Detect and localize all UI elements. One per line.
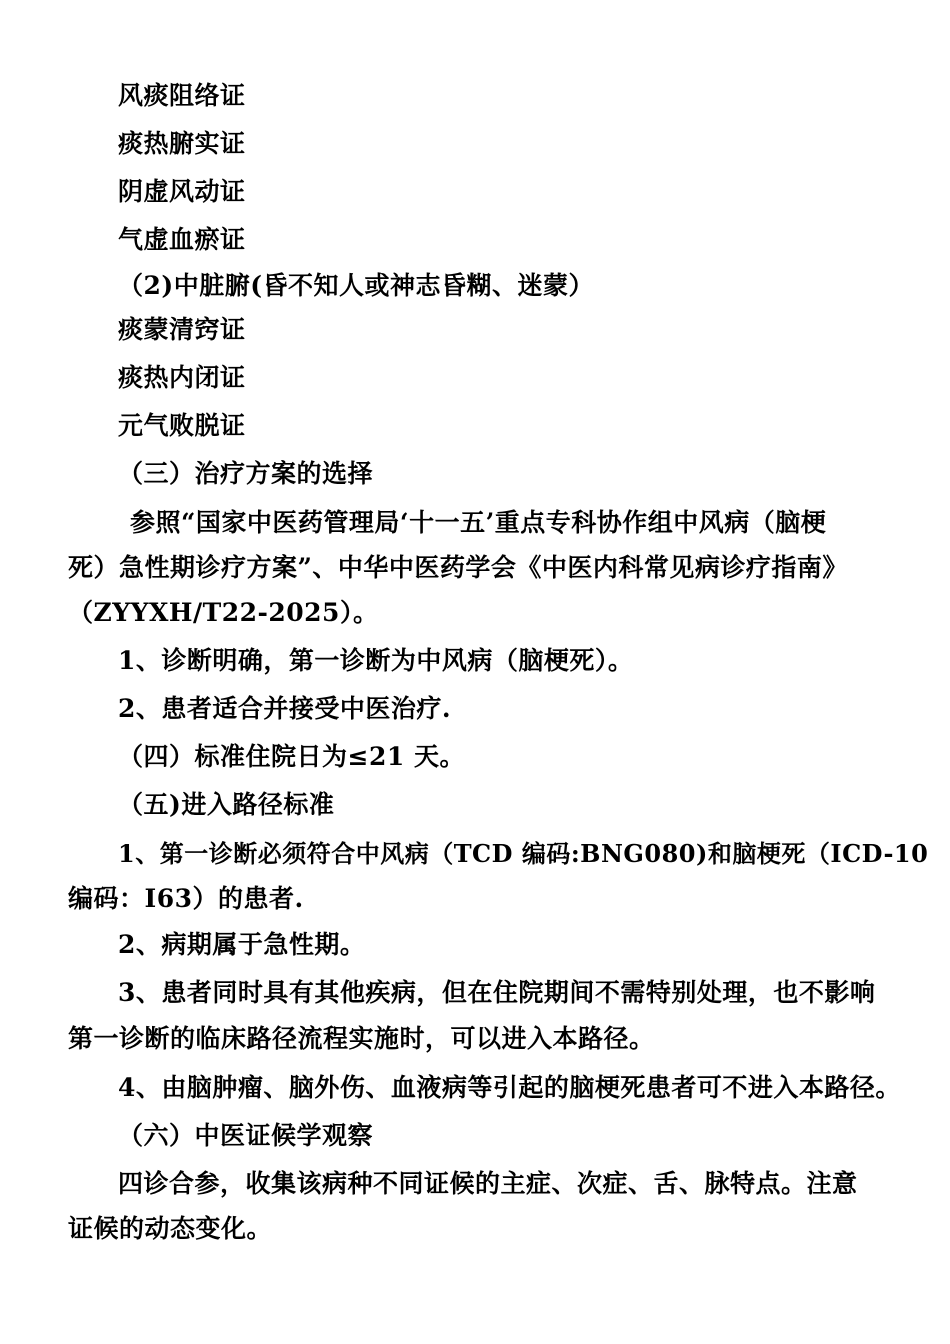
- paragraph-line: 四诊合参，收集该病种不同证候的主症、次症、舌、脉特点。注意: [118, 1169, 858, 1198]
- section-heading: （四）标准住院日为≤21 天。: [118, 742, 465, 771]
- paragraph-line: 证候的动态变化。: [68, 1214, 273, 1243]
- syndrome-item: 痰热内闭证: [118, 363, 246, 392]
- paragraph-line: 死）急性期诊疗方案”、中华中医药学会《中医内科常见病诊疗指南》: [68, 553, 848, 582]
- list-item: 1、诊断明确，第一诊断为中风病（脑梗死）。: [118, 646, 634, 675]
- list-item: 2、患者适合并接受中医治疗.: [118, 694, 452, 723]
- list-item: 3、患者同时具有其他疾病，但在住院期间不需特别处理，也不影响: [118, 978, 876, 1007]
- syndrome-item: 痰热腑实证: [118, 129, 246, 158]
- section-heading: （五)进入路径标准: [118, 790, 335, 819]
- syndrome-item: 风痰阻络证: [118, 81, 246, 110]
- section-heading: （三）治疗方案的选择: [118, 459, 374, 488]
- syndrome-item: 元气败脱证: [118, 411, 246, 440]
- syndrome-item: 痰蒙清窍证: [118, 315, 246, 344]
- section-heading: （六）中医证候学观察: [118, 1121, 374, 1150]
- paragraph-line: （ZYYXH/T22-2025）。: [68, 598, 379, 627]
- list-item-continuation: 第一诊断的临床路径流程实施时，可以进入本路径。: [68, 1024, 655, 1053]
- list-item: 2、病期属于急性期。: [118, 930, 366, 959]
- syndrome-item: 阴虚风动证: [118, 177, 246, 206]
- syndrome-item: 气虚血瘀证: [118, 225, 246, 254]
- subsection-heading: （2)中脏腑(昏不知人或神志昏糊、迷蒙）: [118, 271, 595, 300]
- paragraph-line: 参照“国家中医药管理局‘十一五’重点专科协作组中风病（脑梗: [130, 508, 827, 537]
- list-item: 4、由脑肿瘤、脑外伤、血液病等引起的脑梗死患者可不进入本路径。: [118, 1073, 901, 1102]
- list-item: 1、第一诊断必须符合中风病（TCD 编码:BNG080)和脑梗死（ICD-10: [118, 839, 929, 868]
- list-item-continuation: 编码：I63）的患者.: [68, 884, 304, 913]
